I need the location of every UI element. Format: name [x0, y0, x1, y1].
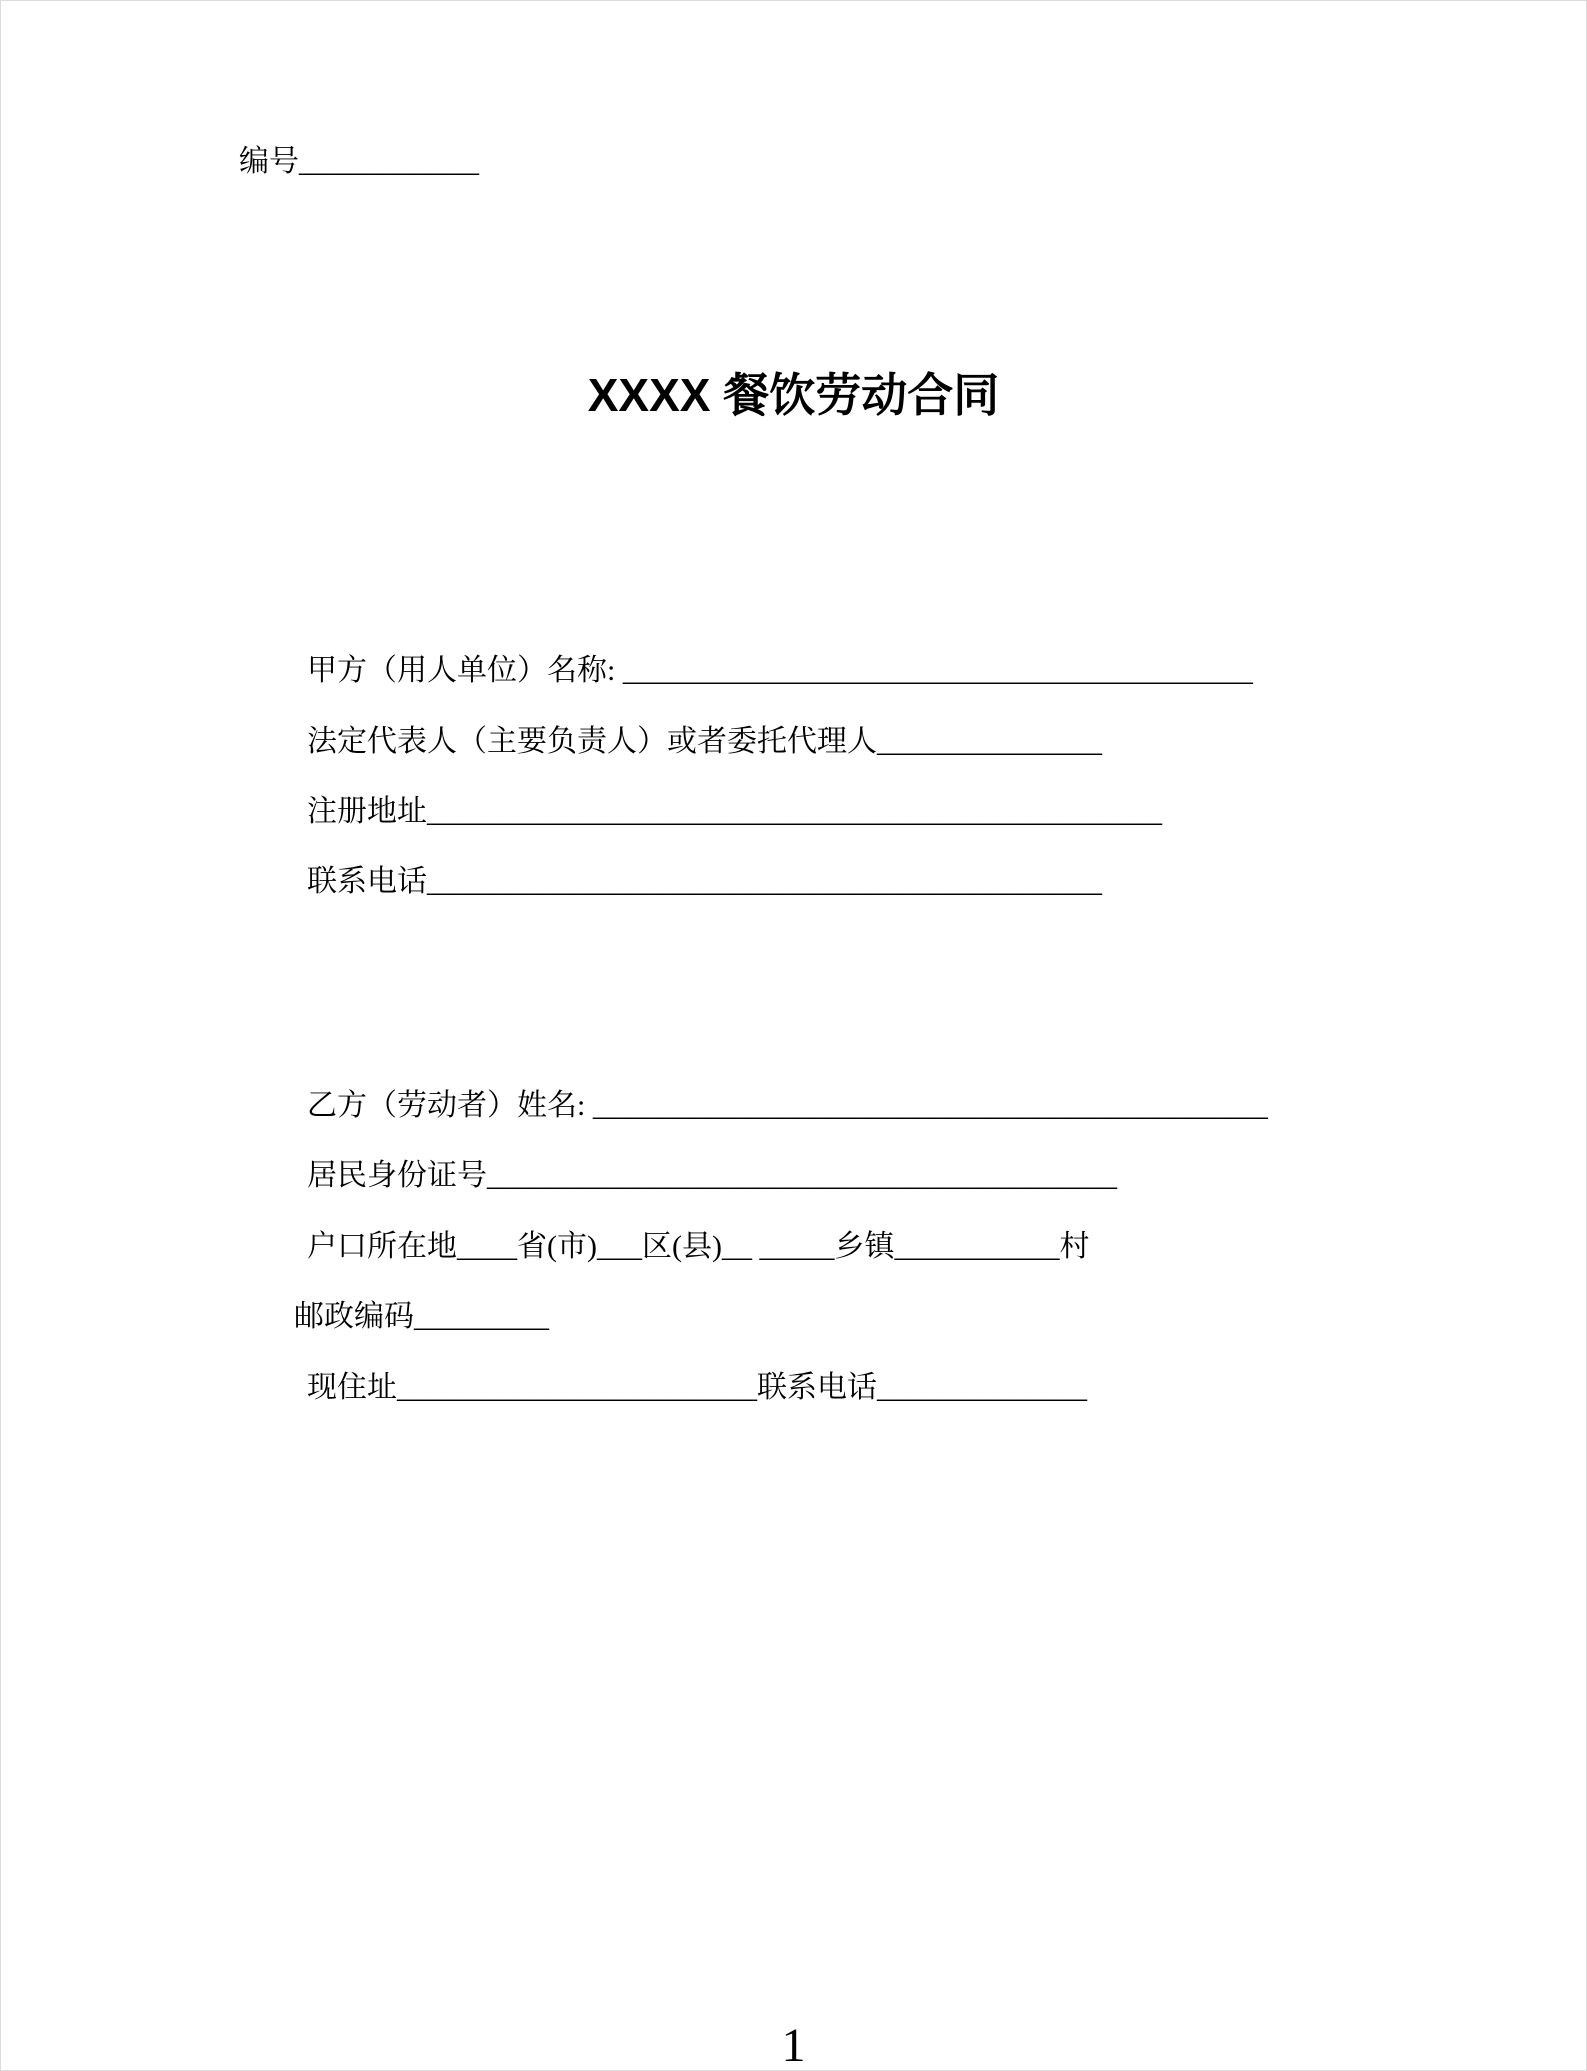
party-b-id-number-line: 居民身份证号__________________________________________ — [307, 1159, 1117, 1192]
party-a-name-line: 甲方（用人单位）名称: __________________________________________ — [307, 654, 1253, 687]
party-b-address-phone-line: 现住址________________________联系电话______________ — [307, 1371, 1087, 1404]
party-a-registered-address-line: 注册地址_________________________________________________ — [307, 795, 1162, 828]
party-a-phone-line: 联系电话_____________________________________________ — [307, 865, 1102, 898]
party-b-household-registration-line: 户口所在地____省(市)___区(县)__ _____乡镇___________村 — [307, 1230, 1090, 1263]
party-b-name-line: 乙方（劳动者）姓名: _____________________________________________ — [307, 1089, 1268, 1122]
document-title: XXXX 餐饮劳动合同 — [587, 369, 1000, 421]
party-a-legal-representative-line: 法定代表人（主要负责人）或者委托代理人_______________ — [307, 725, 1102, 758]
page-number: 1 — [781, 2019, 806, 2071]
party-b-postal-code-line: 邮政编码_________ — [294, 1300, 549, 1333]
serial-number-line: 编号____________ — [239, 145, 479, 178]
